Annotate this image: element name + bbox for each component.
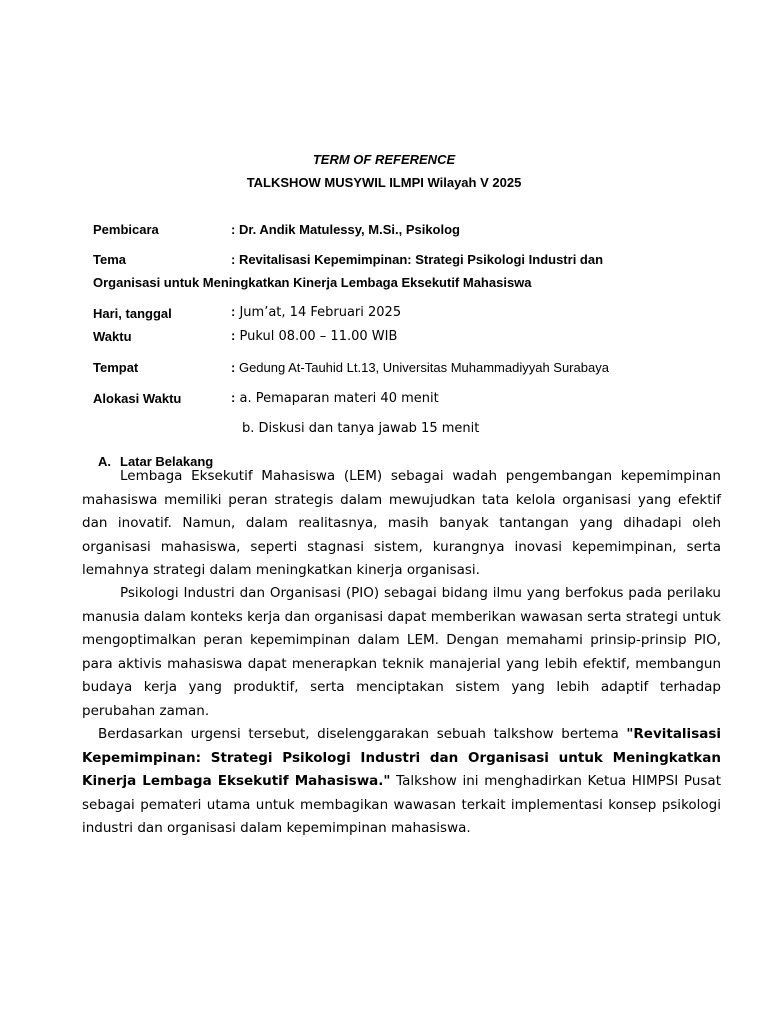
hari-tanggal-text: Jum’at, 14 Februari 2025	[235, 305, 402, 320]
alokasi-waktu-text-a: a. Pemaparan materi 40 menit	[235, 391, 439, 406]
document-title: TERM OF REFERENCE	[312, 152, 456, 167]
paragraph-2-text: Psikologi Industri dan Organisasi (PIO) sebagai bidang ilmu yang berfokus pada perilaku manusia dalam konteks kerja dan organisasi dapat memberikan wawasan serta strategi untuk mengoptimalkan peran kepemimpinan dalam LEM. Dengan memahami prinsip-prinsip PIO, para aktivis mahasiswa dapat menerapkan teknik manajerial yang lebih efektif, membangun budaya kerja yang produktif, serta menciptakan sistem yang lebih adaptif terhadap perubahan zaman.	[82, 585, 721, 719]
section-number: A.	[98, 454, 111, 469]
hari-tanggal-colon: :	[231, 304, 236, 319]
tempat-label: Tempat	[93, 360, 139, 375]
tema-value-line2: Organisasi untuk Meningkatkan Kinerja Lembaga Eksekutif Mahasiswa	[93, 275, 532, 290]
tempat-value	[231, 360, 609, 375]
document-subtitle: TALKSHOW MUSYWIL ILMPI Wilayah V 2025	[246, 175, 522, 190]
paragraph-3-start: Berdasarkan urgensi tersebut, diselenggarakan sebuah talkshow bertema	[98, 726, 627, 742]
pembicara-label: Pembicara	[93, 222, 159, 237]
pembicara-value: : Dr. Andik Matulessy, M.Si., Psikolog	[231, 222, 460, 237]
paragraph-3-theme: "Revitalisasi Kepemimpinan: Strategi Psikologi Industri dan Organisasi untuk Meningkatkan Kinerja Lembaga Eksekutif Mahasiswa."	[82, 726, 721, 789]
paragraph-1-text: Lembaga Eksekutif Mahasiswa (LEM) sebagai wadah pengembangan kepemimpinan mahasiswa memiliki peran strategis dalam mewujudkan tata kelola organisasi yang efektif dan inovatif. Namun, dalam realitasnya, masih banyak tantangan yang dihadapi oleh organisasi mahasiswa, seperti stagnasi sistem, kurangnya inovasi kepemimpinan, serta lemahnya strategi dalam meningkatkan kinerja organisasi.	[82, 468, 721, 578]
alokasi-waktu-colon: :	[231, 390, 236, 405]
tema-value-line1: : Revitalisasi Kepemimpinan: Strategi Psikologi Industri dan	[231, 252, 604, 267]
waktu-label: Waktu	[93, 329, 132, 344]
hari-tanggal-label: Hari, tanggal	[93, 306, 172, 321]
section-title: Latar Belakang	[120, 454, 214, 469]
paragraph-3-end: Talkshow ini menghadirkan Ketua HIMPSI Pusat sebagai pemateri utama untuk membagikan wawasan terkait implementasi konsep psikologi industri dan organisasi dalam kepemimpinan mahasiswa.	[82, 773, 721, 836]
hari-tanggal-value	[231, 304, 401, 320]
alokasi-waktu-label: Alokasi Waktu	[93, 391, 182, 406]
tema-label: Tema	[93, 252, 126, 267]
tempat-colon: :	[231, 360, 236, 375]
paragraph-3	[82, 723, 721, 841]
alokasi-waktu-value-a	[231, 390, 439, 406]
waktu-value	[231, 328, 397, 344]
tempat-text: Gedung At-Tauhid Lt.13, Universitas Muhammadiyyah Surabaya	[235, 360, 609, 375]
alokasi-waktu-value-b: b. Diskusi dan tanya jawab 15 menit	[242, 421, 480, 436]
paragraph-2	[82, 582, 721, 723]
waktu-text: Pukul 08.00 – 11.00 WIB	[235, 329, 398, 344]
paragraph-3-text	[82, 723, 721, 841]
paragraph-1	[82, 465, 721, 583]
waktu-colon: :	[231, 328, 236, 343]
